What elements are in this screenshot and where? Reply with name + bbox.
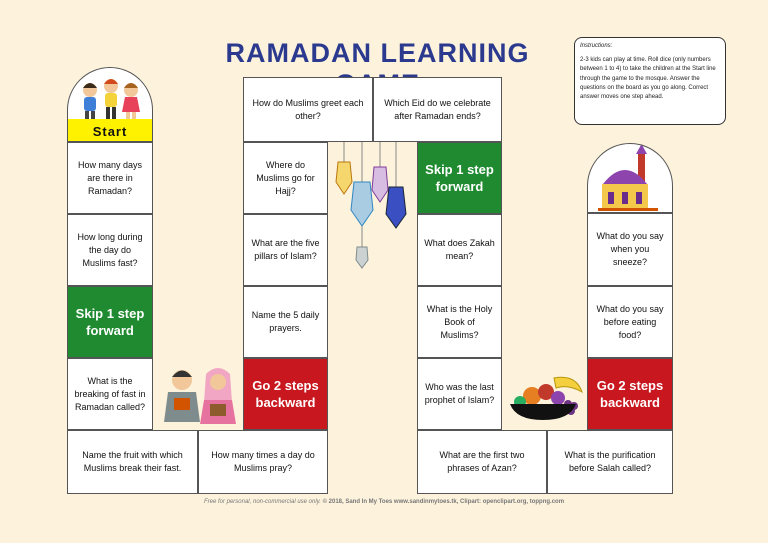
- kids-illustration: [68, 68, 153, 123]
- board-space-15[interactable]: What is the Holy Book of Muslims?: [417, 286, 502, 358]
- footer-credit: © 2018, Sand In My Toes www.sandinmytoes.tk, Clipart: openclipart.org, toppng.com: [322, 499, 565, 505]
- instructions-heading: Instructions:: [580, 43, 613, 49]
- board-space-3[interactable]: Skip 1 step forward: [67, 286, 153, 358]
- start-label: Start: [92, 124, 128, 139]
- board-space-19[interactable]: Go 2 steps backward: [587, 358, 673, 430]
- board-space-12[interactable]: Which Eid do we celebrate after Ramadan ends?: [373, 77, 502, 142]
- board-space-13[interactable]: Skip 1 step forward: [417, 142, 502, 214]
- board-space-21[interactable]: What do you say when you sneeze?: [587, 213, 673, 286]
- start-space[interactable]: [67, 67, 153, 142]
- children-reading-illustration: [160, 362, 240, 432]
- mosque-icon: [588, 144, 673, 213]
- instructions-box: [574, 37, 726, 125]
- board-space-5[interactable]: Name the fruit with which Muslims break their fast.: [67, 430, 198, 494]
- lanterns-decoration: [332, 142, 412, 272]
- footer: [0, 499, 768, 505]
- footer-license: Free for personal, non-commercial use only.: [203, 499, 321, 505]
- board-space-10[interactable]: Where do Muslims go for Hajj?: [243, 142, 328, 214]
- board-space-7[interactable]: Go 2 steps backward: [243, 358, 328, 430]
- game-title: RAMADAN LEARNING: [225, 38, 530, 68]
- board-space-8[interactable]: Name the 5 daily prayers.: [243, 286, 328, 358]
- mosque-finish-space[interactable]: [587, 143, 673, 213]
- board-space-6[interactable]: How many times a day do Muslims pray?: [198, 430, 328, 494]
- board-space-11[interactable]: How do Muslims greet each other?: [243, 77, 373, 142]
- board-space-1[interactable]: How many days are there in Ramadan?: [67, 142, 153, 214]
- board-space-18[interactable]: What is the purification before Salah called?: [547, 430, 673, 494]
- board-space-17[interactable]: What are the first two phrases of Azan?: [417, 430, 547, 494]
- board-space-2[interactable]: How long during the day do Muslims fast?: [67, 214, 153, 286]
- board-space-16[interactable]: Who was the last prophet of Islam?: [417, 358, 502, 430]
- fruit-bowl-illustration: [506, 374, 586, 424]
- board-space-20[interactable]: What do you say before eating food?: [587, 286, 673, 358]
- board-space-4[interactable]: What is the breaking of fast in Ramadan called?: [67, 358, 153, 430]
- instructions-text: 2-3 kids can play at time. Roll dice (only numbers between 1 to 4) to take the children at the Start line through the game to the mosque. Answer the questions on the board as you go along. Correct answer moves one step ahead.: [580, 57, 716, 101]
- board-space-14[interactable]: What does Zakah mean?: [417, 214, 502, 286]
- board-space-9[interactable]: What are the five pillars of Islam?: [243, 214, 328, 286]
